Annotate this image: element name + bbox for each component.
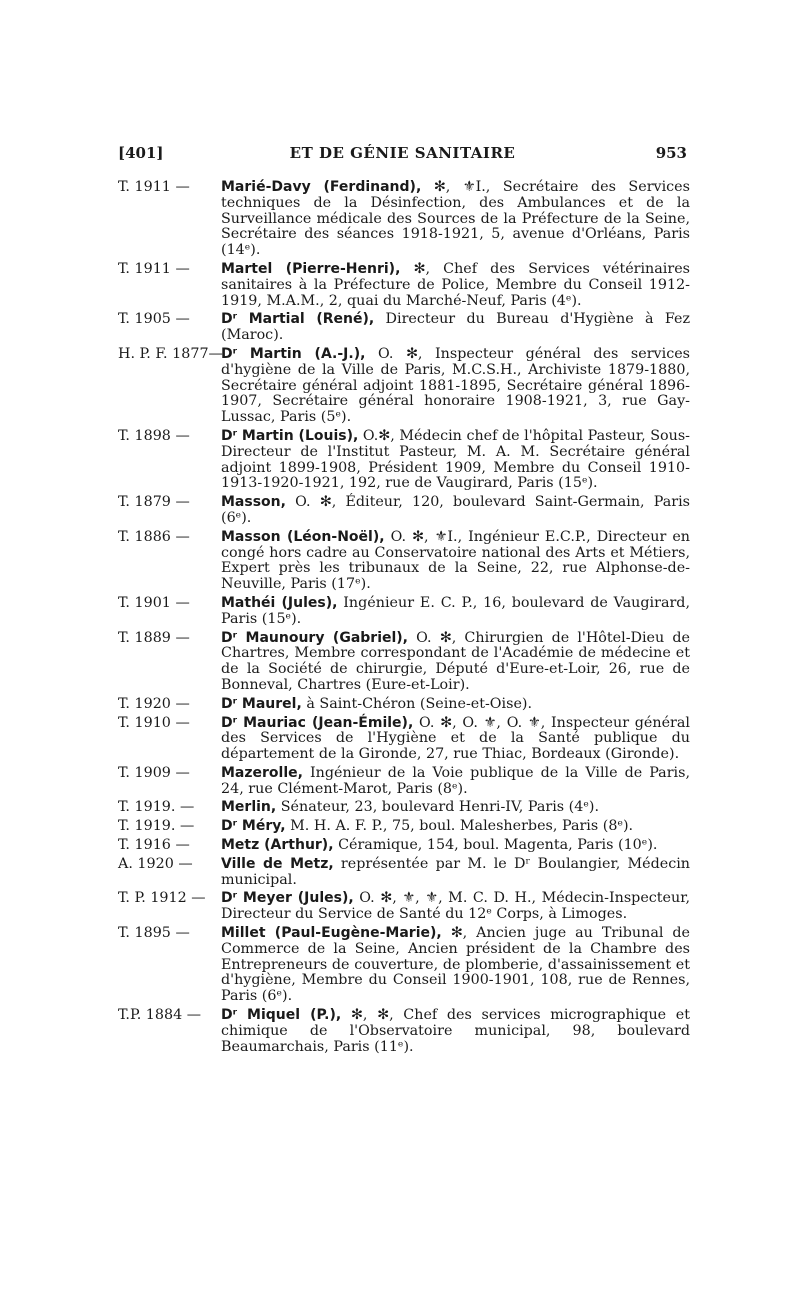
membership-tag: T. 1919. — — [118, 799, 195, 816]
member-details: Sénateur, 23, boulevard Henri-IV, Paris (4ᵉ). — [276, 799, 599, 816]
member-entry — [118, 429, 690, 492]
membership-tag: A. 1920 — — [118, 855, 193, 872]
membership-tag: T. 1895 — — [118, 925, 190, 942]
member-entry — [118, 262, 690, 309]
membership-tag: T.P. 1884 — — [118, 1007, 202, 1024]
member-entry — [118, 596, 690, 628]
member-entry — [118, 766, 690, 798]
member-name: Mazerolle, — [221, 764, 303, 781]
member-entry — [118, 697, 690, 713]
member-entry — [118, 800, 690, 816]
member-entry — [118, 819, 690, 835]
member-entry — [118, 926, 690, 1005]
member-entry — [118, 347, 690, 426]
member-entry — [118, 716, 690, 763]
member-name: Dʳ Méry, — [221, 818, 286, 835]
member-name: Millet (Paul-Eugène-Marie), — [221, 925, 442, 942]
member-details: O. ✻, O. ⚜, O. ⚜, Inspecteur général des Services de l'Hygiène et de la Santé publique du département de la Gironde, 27, rue Thiac, Bordeaux (Gironde). — [221, 714, 690, 763]
member-details: ✻, ✻, Chef des services micrographique et chimique de l'Observatoire municipal, 98, boulevard Beaumarchais, Paris (11ᵉ). — [221, 1007, 691, 1055]
membership-tag: T. 1901 — — [118, 594, 190, 611]
member-entry — [118, 857, 690, 889]
member-entry — [118, 180, 690, 259]
member-name: Dʳ Martin (Louis), — [221, 427, 359, 444]
member-name: Dʳ Maurel, — [221, 695, 302, 712]
membership-tag: T. 1911 — — [118, 179, 190, 195]
membership-tag: T. 1911 — — [118, 260, 190, 277]
member-details: ✻, ⚜I., Secrétaire des Services techniques de la Désinfection, des Ambulances et de la Surveillance médicale des Sources de la Préfecture de la Seine, Secrétaire des séances 1918-1921, 5, avenue d'Orléans, Paris (14ᵉ). — [221, 179, 690, 259]
membership-tag: T. 1910 — — [118, 714, 190, 731]
membership-tag: T. 1916 — — [118, 837, 190, 854]
membership-tag: T. 1886 — — [118, 528, 190, 545]
member-name: Dʳ Meyer (Jules), — [221, 890, 354, 907]
membership-tag: T. P. 1912 — — [118, 890, 206, 907]
member-entry — [118, 891, 690, 923]
member-name: Dʳ Maunoury (Gabriel), — [221, 629, 409, 646]
membership-tag: T. 1909 — — [118, 764, 190, 781]
page-number: 953 — [655, 144, 687, 162]
member-details: représentée par M. le Dʳ Boulangier, Médecin municipal. — [221, 855, 690, 888]
member-name: Masson (Léon-Noël), — [221, 528, 385, 545]
member-name: Dʳ Mauriac (Jean-Émile), — [221, 714, 414, 731]
page-reference: [401] — [118, 144, 164, 162]
member-details: O. ✻, Éditeur, 120, boulevard Saint-Germain, Paris (6ᵉ). — [221, 494, 690, 526]
running-title: ET DE GÉNIE SANITAIRE — [289, 144, 516, 162]
member-details: Directeur du Bureau d'Hygiène à Fez (Maroc). — [221, 311, 690, 344]
member-details: O. ✻, ⚜I., Ingénieur E.C.P., Directeur en congé hors cadre au Conservatoire national des Arts et Métiers, Expert près les tribunaux de la Seine, 22, rue Alphonse-de-Neuville, Paris (17ᵉ). — [221, 528, 690, 593]
member-details: O. ✻, Inspecteur général des services d'hygiène de la Ville de Paris, M.C.S.H., Archiviste 1879-1880, Secrétaire général adjoint 1881-1895, Secrétaire général 1896-1907, Secrétaire général honoraire 1908-1921, 3, rue Gay-Lussac, Paris (5ᵉ). — [221, 345, 690, 426]
membership-tag: T. 1889 — — [118, 629, 190, 646]
membership-tag: H. P. F. 1877— — [118, 345, 223, 362]
member-details: Ingénieur E. C. P., 16, boulevard de Vaugirard, Paris (15ᵉ). — [221, 594, 691, 627]
member-name: Mathéi (Jules), — [221, 594, 338, 611]
member-name: Metz (Arthur), — [221, 837, 334, 854]
member-entry — [118, 838, 690, 854]
member-name: Dʳ Miquel (P.), — [221, 1007, 342, 1024]
membership-tag: T. 1919. — — [118, 818, 195, 835]
member-name: Marié-Davy (Ferdinand), — [221, 179, 422, 195]
member-name: Masson, — [221, 494, 286, 511]
member-name: Martel (Pierre-Henri), — [221, 260, 401, 277]
member-entry — [118, 631, 690, 694]
member-details: Céramique, 154, boul. Magenta, Paris (10ᵉ). — [333, 837, 658, 854]
member-details: O. ✻, Chirurgien de l'Hôtel-Dieu de Chartres, Membre correspondant de l'Académie de médecine et de la Société de chirurgie, Député d'Eure-et-Loir, 26, rue de Bonneval, Chartres (Eure-et-Loir). — [221, 629, 690, 693]
member-details: O. ✻, ⚜, ⚜, M. C. D. H., Médecin-Inspecteur, Directeur du Service de Santé du 12ᵉ Corps, à Limoges. — [221, 890, 691, 923]
membership-tag: T. 1905 — — [118, 311, 190, 328]
member-entry — [118, 495, 690, 527]
member-list — [118, 180, 690, 1058]
member-entry — [118, 530, 690, 593]
member-details: ✻, Ancien juge au Tribunal de Commerce de la Seine, Ancien président de la Chambre des Entrepreneurs de couverture, de plomberie, d'assainissement et d'hygiène, Membre du Conseil 1900-1901, 108, rue de Rennes, Paris (6ᵉ). — [221, 925, 691, 1005]
member-details: ✻, Chef des Services vétérinaires sanitaires à la Préfecture de Police, Membre du Conseil 1912-1919, M.A.M., 2, quai du Marché-Neuf, Paris (4ᵉ). — [221, 260, 690, 309]
member-name: Dʳ Martin (A.-J.), — [221, 345, 366, 362]
membership-tag: T. 1920 — — [118, 695, 190, 712]
member-details: à Saint-Chéron (Seine-et-Oise). — [301, 695, 533, 712]
member-entry — [118, 1008, 690, 1055]
membership-tag: T. 1898 — — [118, 427, 190, 444]
member-name: Merlin, — [221, 799, 277, 816]
membership-tag: T. 1879 — — [118, 494, 190, 511]
member-name: Dʳ Martial (René), — [221, 311, 375, 328]
member-details: O.✻, Médecin chef de l'hôpital Pasteur, Sous-Directeur de l'Institut Pasteur, M. A. M. Secrétaire général adjoint 1899-1908, Président 1909, Membre du Conseil 1910-1913-1920-1921, 192, rue de Vaugirard, Paris (15ᵉ). — [221, 427, 690, 492]
member-details: Ingénieur de la Voie publique de la Ville de Paris, 24, rue Clément-Marot, Paris (8ᵉ). — [221, 764, 690, 797]
member-name: Ville de Metz, — [221, 855, 334, 872]
member-details: M. H. A. F. P., 75, boul. Malesherbes, Paris (8ᵉ). — [285, 818, 634, 835]
page-header — [118, 144, 687, 166]
member-entry — [118, 312, 690, 344]
